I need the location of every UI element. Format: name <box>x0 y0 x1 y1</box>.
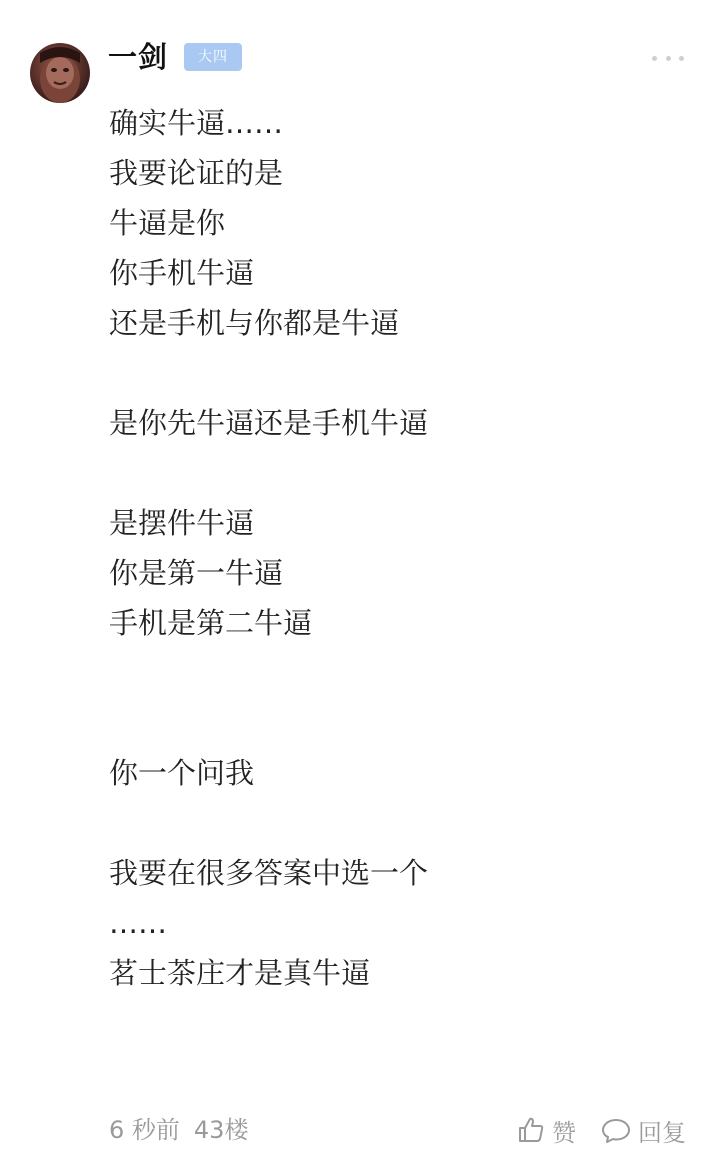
like-button[interactable] <box>516 1112 576 1148</box>
reply-label: 回复 <box>638 1118 686 1147</box>
post-content <box>109 98 689 998</box>
content-line: 我要论证的是 <box>109 156 284 190</box>
content-line: 是摆件牛逼 <box>109 506 255 540</box>
content-line <box>109 448 689 498</box>
more-dots-icon[interactable] <box>648 48 688 68</box>
like-label: 赞 <box>552 1118 576 1147</box>
content-line: 手机是第二牛逼 <box>109 606 313 640</box>
grade-badge: 大四 <box>184 43 242 71</box>
content-line <box>109 648 689 698</box>
content-line: 你是第一牛逼 <box>109 556 284 590</box>
content-line: 还是手机与你都是牛逼 <box>109 306 400 340</box>
comment-bubble-icon <box>600 1115 632 1145</box>
thumbs-up-icon <box>516 1115 546 1145</box>
content-line: 你一个问我 <box>109 756 255 790</box>
content-line <box>109 698 689 748</box>
content-line: 确实牛逼…… <box>109 106 284 140</box>
avatar-image <box>30 43 90 103</box>
content-line: 牛逼是你 <box>109 206 226 240</box>
avatar[interactable] <box>30 43 90 103</box>
content-line <box>109 798 689 848</box>
content-line: …… <box>109 906 167 940</box>
content-line: 是你先牛逼还是手机牛逼 <box>109 406 429 440</box>
content-line: 你手机牛逼 <box>109 256 255 290</box>
post-time: 6 秒前 <box>109 1116 180 1144</box>
post-meta <box>109 1112 248 1148</box>
content-line <box>109 348 689 398</box>
content-line: 我要在很多答案中选一个 <box>109 856 429 890</box>
reply-button[interactable] <box>600 1112 686 1148</box>
content-line: 茗士茶庄才是真牛逼 <box>109 956 371 990</box>
floor-number: 43楼 <box>193 1116 249 1144</box>
author-name[interactable]: 一剑 <box>108 40 169 74</box>
